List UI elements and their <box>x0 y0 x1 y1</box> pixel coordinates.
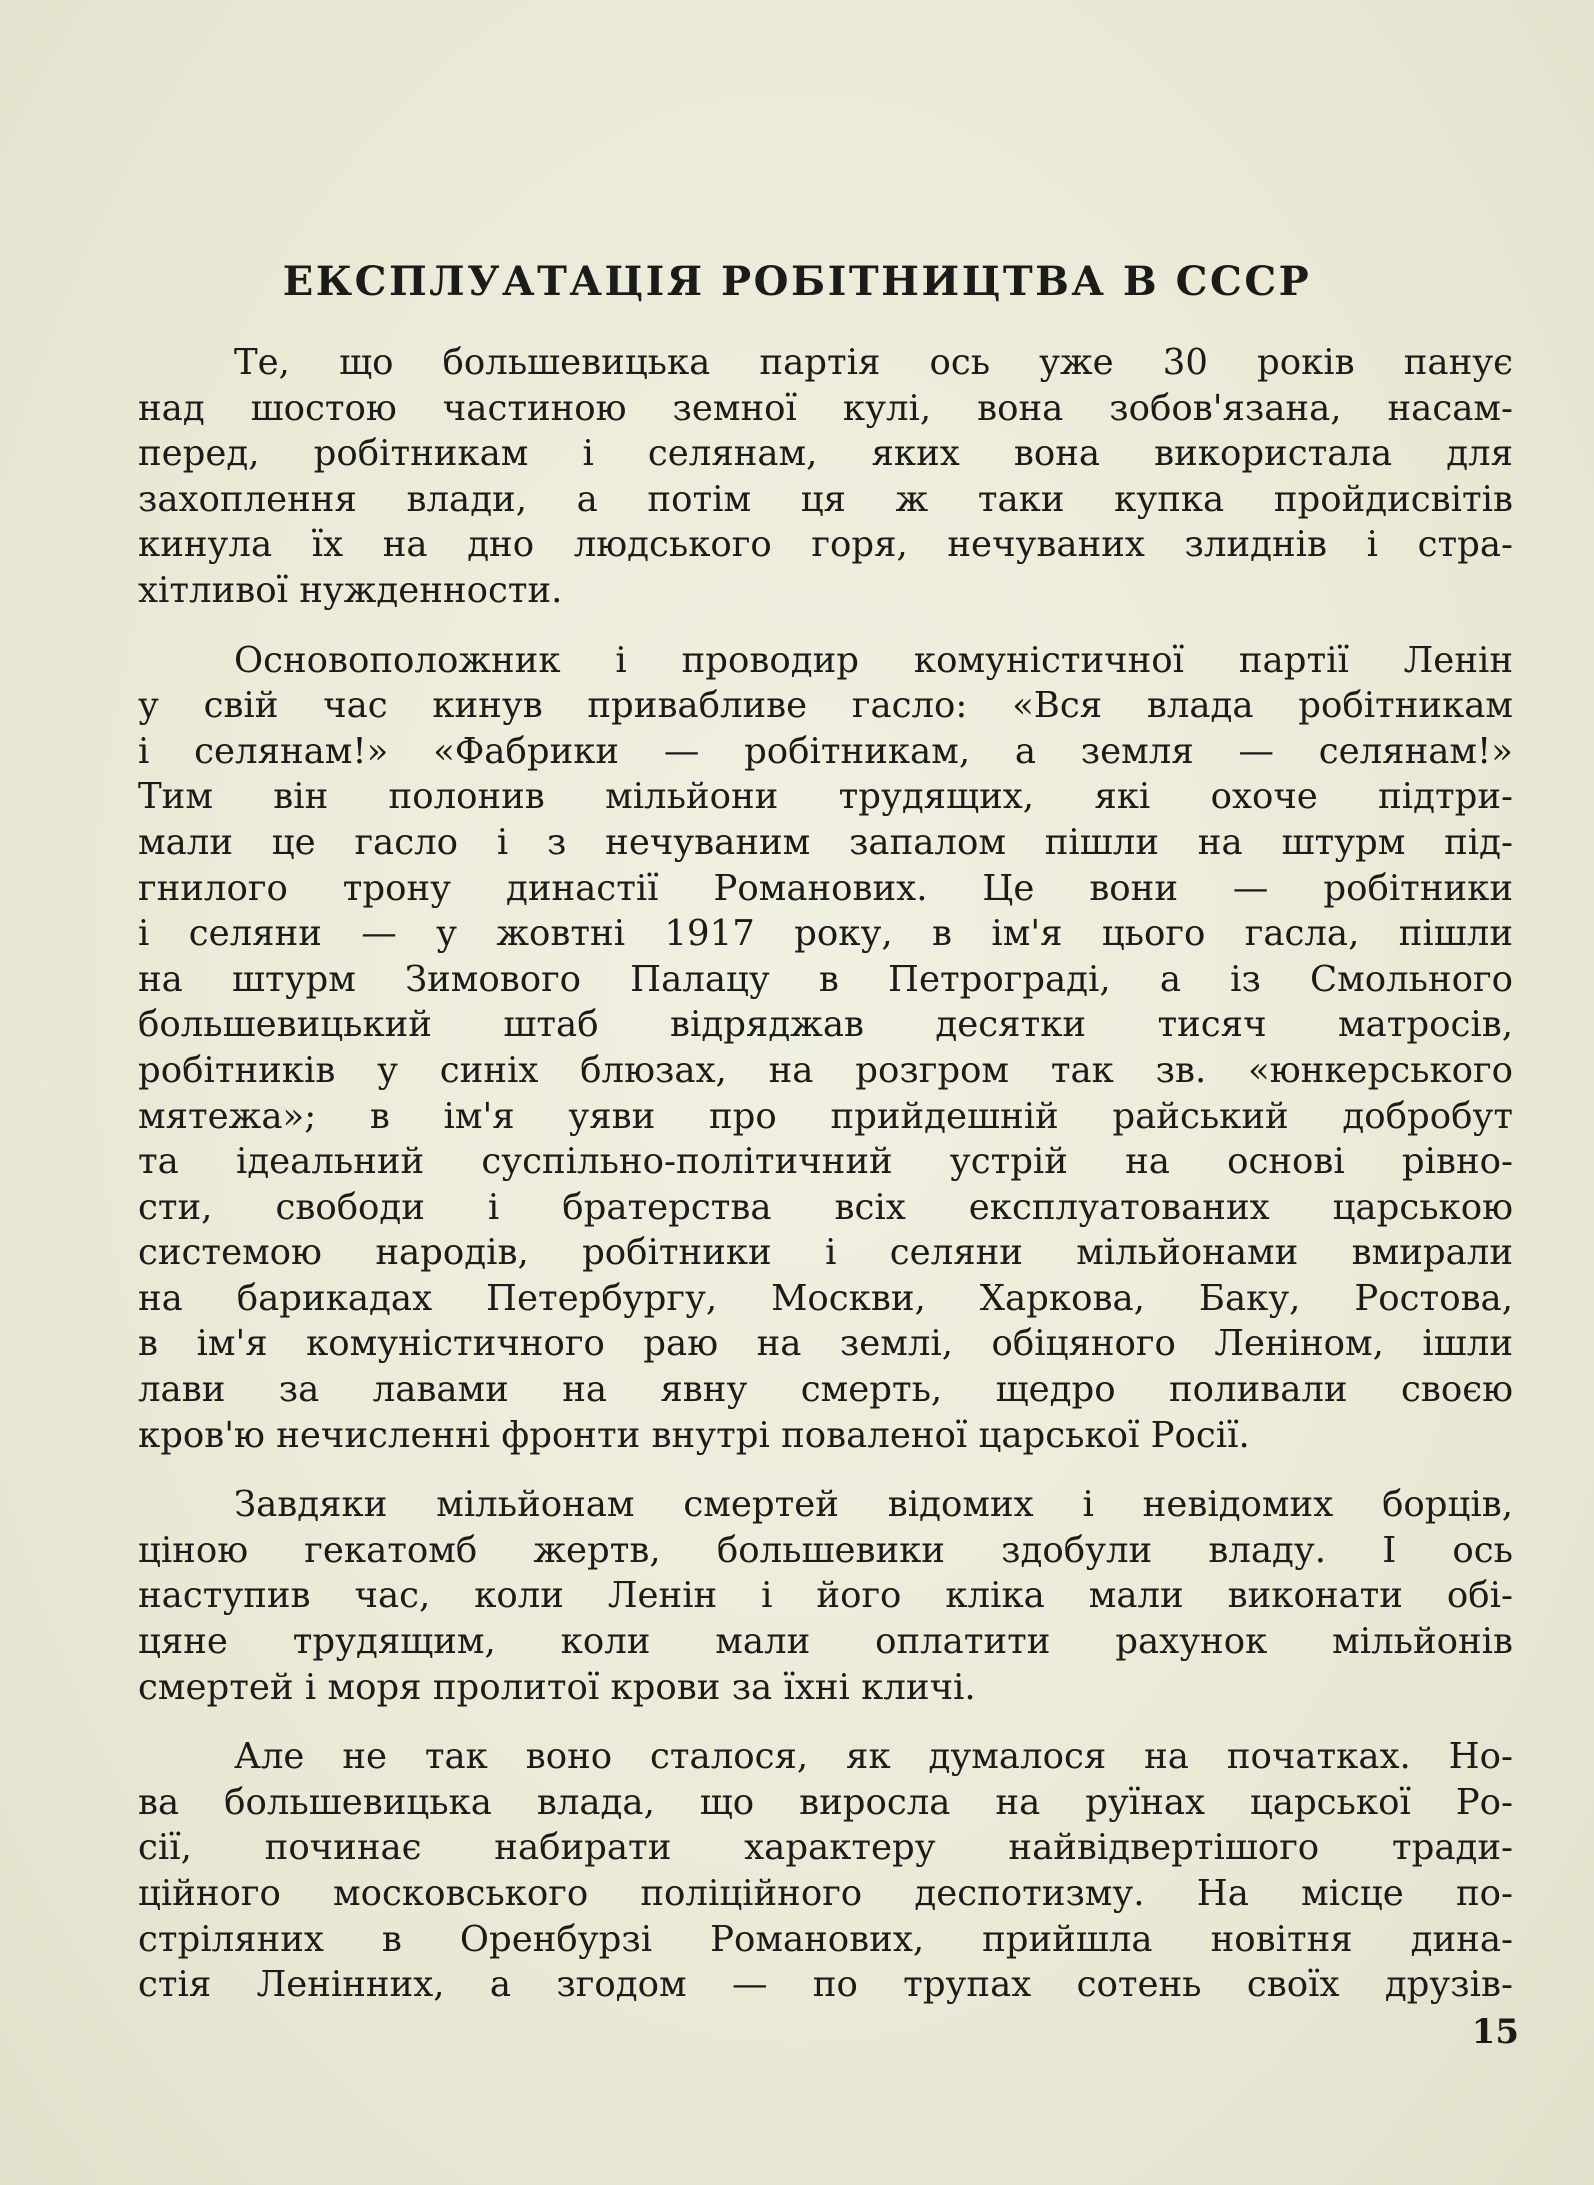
text-line: і селяни — у жовтні 1917 року, в ім'я цього гасла, пішли <box>138 913 1513 955</box>
text-line: Тим він полонив мільйони трудящих, які охоче підтри- <box>138 776 1513 818</box>
text-line: кинула їх на дно людського горя, нечуваних злиднів і стра- <box>138 524 1513 566</box>
text-line: робітників у синіх блюзах, на розгром так зв. «юнкерського <box>138 1049 1513 1091</box>
text-line: Завдяки мільйонам смертей відомих і невідомих борців, <box>234 1484 1513 1526</box>
text-line: лави за лавами на явну смерть, щедро поливали своєю <box>138 1369 1513 1411</box>
text-line: на штурм Зимового Палацу в Петрограді, а із Смольного <box>138 958 1513 1000</box>
page-number: 15 <box>1471 2012 1519 2052</box>
text-line: та ідеальний суспільно-політичний устрій на основі рівно- <box>138 1141 1513 1183</box>
body-text <box>138 340 1513 2032</box>
text-line: над шостою частиною земної кулі, вона зобов'язана, насам- <box>138 387 1513 429</box>
text-line: ційного московського поліційного деспотизму. На місце по- <box>138 1873 1513 1914</box>
text-line: ціною гекатомб жертв, большевики здобули владу. І ось <box>138 1529 1513 1571</box>
text-line: в ім'я комуністичного раю на землі, обіцяного Леніном, ішли <box>138 1323 1513 1365</box>
text-line: і селянам!» «Фабрики — робітникам, а земля — селянам!» <box>138 730 1513 772</box>
text-line: Те, що большевицька партія ось уже 30 років панує <box>234 342 1513 383</box>
text-line: большевицький штаб відряджав десятки тисяч матросів, <box>138 1004 1513 1046</box>
text-line: на барикадах Петербургу, Москви, Харкова, Баку, Ростова, <box>138 1277 1513 1319</box>
text-line: мятежа»; в ім'я уяви про прийдешній райський добробут <box>138 1095 1513 1137</box>
text-line: захоплення влади, а потім ця ж таки купка пройдисвітів <box>138 478 1513 520</box>
text-line: стія Ленінних, а згодом — по трупах сотень своїх друзів- <box>138 1964 1513 2006</box>
text-line: гнилого трону династії Романових. Це вони — робітники <box>138 867 1513 909</box>
paragraph <box>138 1734 1513 2008</box>
text-line: сії, починає набирати характеру найвідвертішого тради- <box>138 1827 1513 1869</box>
text-line: Але не так воно сталося, як думалося на початках. Но- <box>234 1736 1513 1778</box>
text-line: хітливої нужденности. <box>138 569 563 611</box>
text-line: системою народів, робітники і селяни мільйонами вмирали <box>138 1232 1513 1274</box>
text-line: стріляних в Оренбурзі Романових, прийшла новітня дина- <box>138 1918 1513 1960</box>
chapter-title: ЕКСПЛУАТАЦІЯ РОБІТНИЦТВА В СССР <box>282 258 1312 305</box>
paragraph <box>138 340 1513 614</box>
text-line: Основоположник і проводир комуністичної партії Ленін <box>234 639 1513 681</box>
paragraph <box>138 1482 1513 1710</box>
text-line: наступив час, коли Ленін і його кліка мали виконати обі- <box>138 1575 1513 1617</box>
text-line: цяне трудящим, коли мали оплатити рахунок мільйонів <box>138 1621 1513 1663</box>
text-line: сти, свободи і братерства всіх експлуатованих царською <box>138 1186 1513 1228</box>
text-line: смертей і моря пролитої крови за їхні кличі. <box>138 1666 976 1708</box>
paragraph <box>138 638 1513 1459</box>
text-line: кров'ю нечисленні фронти внутрі поваленої царської Росії. <box>138 1414 1250 1456</box>
text-line: перед, робітникам і селянам, яких вона використала для <box>138 433 1513 475</box>
text-line: у свій час кинув привабливе гасло: «Вся влада робітникам <box>138 685 1513 727</box>
text-line: ва большевицька влада, що виросла на руїнах царської Ро- <box>138 1781 1513 1823</box>
text-line: мали це гасло і з нечуваним запалом пішли на штурм під- <box>138 821 1513 863</box>
